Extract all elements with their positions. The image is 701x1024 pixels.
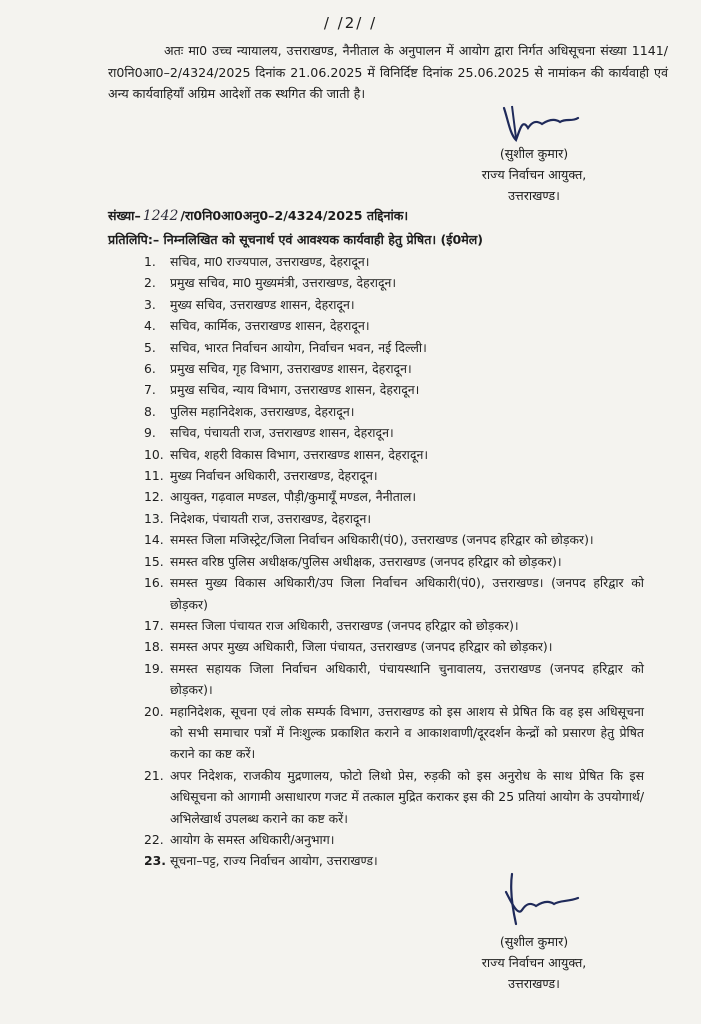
signature-scribble-bottom — [498, 870, 588, 930]
signature-scribble-top — [498, 100, 588, 146]
reference-suffix: /रा0नि0आ0अनु0–2/4324/2025 तद्दिनांक। — [180, 208, 409, 223]
reference-number: 1242 — [142, 208, 179, 224]
list-item: 2. प्रमुख सचिव, मा0 मुख्यमंत्री, उत्तराखण्ड, देहरादून। — [144, 275, 397, 291]
list-item: 15. समस्त वरिष्ठ पुलिस अधीक्षक/पुलिस अधीक्षक, उत्तराखण्ड (जनपद हरिद्वार को छोड़कर)। — [144, 553, 562, 569]
intro-paragraph: अतः मा0 उच्च न्यायालय, उत्तराखण्ड, नैनीताल के अनुपालन में आयोग द्वारा निर्गत अधिसूचना संख्या 1141/रा0नि0आ0–2/4324/2025 दिनांक 21.06.2025 में विनिर्दिष्ट दिनांक 25.06.2025 से नामांकन की कार्यवाही एवं अन्य कार्यवाहियाँ अग्रिम आदेशों तक स्थगित की जाती है। — [108, 43, 668, 101]
list-item: 21. अपर निदेशक, राजकीय मुद्रणालय, फोटो लिथो प्रेस, रुड़की को इस अनुरोध के साथ प्रेषित कि इस अधिसूचना को आगामी असाधारण गजट में तत्काल मुद्रित कराकर इस की 25 प्रतियां आयोग के उपयोगार्थ/अभिलेखार्थ उपलब्ध कराने का कष्ट करें। — [144, 767, 644, 826]
signatory-designation: राज्य निर्वाचन आयुक्त, — [481, 955, 587, 970]
signatory-state: उत्तराखण्ड। — [508, 188, 560, 203]
list-item: 3. मुख्य सचिव, उत्तराखण्ड शासन, देहरादून। — [144, 296, 355, 312]
list-item: 10. सचिव, शहरी विकास विभाग, उत्तराखण्ड शासन, देहरादून। — [144, 446, 429, 462]
list-item: 8. पुलिस महानिदेशक, उत्तराखण्ड, देहरादून। — [144, 403, 355, 419]
page-number: / /2/ / — [323, 14, 378, 32]
list-item: 18. समस्त अपर मुख्य अधिकारी, जिला पंचायत, उत्तराखण्ड (जनपद हरिद्वार को छोड़कर)। — [144, 639, 553, 655]
list-item: 23. सूचना–पट्ट, राज्य निर्वाचन आयोग, उत्तराखण्ड। — [144, 853, 378, 869]
signatory-name: (सुशील कुमार) — [499, 934, 569, 949]
list-item: 22. आयोग के समस्त अधिकारी/अनुभाग। — [144, 831, 335, 847]
list-item: 14. समस्त जिला मजिस्ट्रेट/जिला निर्वाचन अधिकारी(पं0), उत्तराखण्ड (जनपद हरिद्वार को छोड़कर)। — [144, 532, 594, 548]
list-item: 7. प्रमुख सचिव, न्याय विभाग, उत्तराखण्ड शासन, देहरादून। — [144, 382, 420, 398]
list-item: 17. समस्त जिला पंचायत राज अधिकारी, उत्तराखण्ड (जनपद हरिद्वार को छोड़कर)। — [144, 617, 519, 633]
list-item: 5. सचिव, भारत निर्वाचन आयोग, निर्वाचन भवन, नई दिल्ली। — [144, 339, 427, 355]
signatory-name: (सुशील कुमार) — [499, 146, 569, 161]
recipient-list — [144, 251, 644, 872]
list-item: 6. प्रमुख सचिव, गृह विभाग, उत्तराखण्ड शासन, देहरादून। — [144, 361, 412, 377]
list-item: 4. सचिव, कार्मिक, उत्तराखण्ड शासन, देहरादून। — [144, 318, 370, 334]
list-item: 11. मुख्य निर्वाचन अधिकारी, उत्तराखण्ड, देहरादून। — [144, 468, 378, 484]
list-item: 1. सचिव, मा0 राज्यपाल, उत्तराखण्ड, देहरादून। — [144, 254, 370, 269]
signature-block-top — [434, 143, 634, 206]
signatory-designation: राज्य निर्वाचन आयुक्त, — [481, 167, 587, 182]
list-item: 9. सचिव, पंचायती राज, उत्तराखण्ड शासन, देहरादून। — [144, 425, 394, 441]
list-item: 12. आयुक्त, गढ़वाल मण्डल, पौड़ी/कुमायूँ मण्डल, नैनीताल। — [144, 489, 417, 505]
copy-heading: प्रतिलिपि:– निम्नलिखित को सूचनार्थ एवं आवश्यक कार्यवाही हेतु प्रेषित। (ई0मेल) — [108, 232, 484, 247]
signatory-state: उत्तराखण्ड। — [508, 976, 560, 991]
list-item: 16. समस्त मुख्य विकास अधिकारी/उप जिला निर्वाचन अधिकारी(पं0), उत्तराखण्ड। (जनपद हरिद्वार को छोड़कर) — [144, 575, 644, 612]
list-item: 13. निदेशक, पंचायती राज, उत्तराखण्ड, देहरादून। — [144, 510, 372, 526]
signature-block-bottom — [434, 931, 634, 994]
reference-line — [108, 207, 668, 224]
reference-prefix: संख्या– — [108, 208, 141, 223]
list-item: 20. महानिदेशक, सूचना एवं लोक सम्पर्क विभाग, उत्तराखण्ड को इस आशय से प्रेषित कि वह इस अधिसूचना को सभी समाचार पत्रों में निःशुल्क प्रकाशित कराने व आकाशवाणी/दूरदर्शन केन्द्रों को प्रसारण हेतु प्रेषित कराने का कष्ट करें। — [144, 703, 644, 762]
list-item: 19. समस्त सहायक जिला निर्वाचन अधिकारी, पंचायस्थानि चुनावालय, उत्तराखण्ड (जनपद हरिद्वार को छोड़कर)। — [144, 660, 644, 698]
